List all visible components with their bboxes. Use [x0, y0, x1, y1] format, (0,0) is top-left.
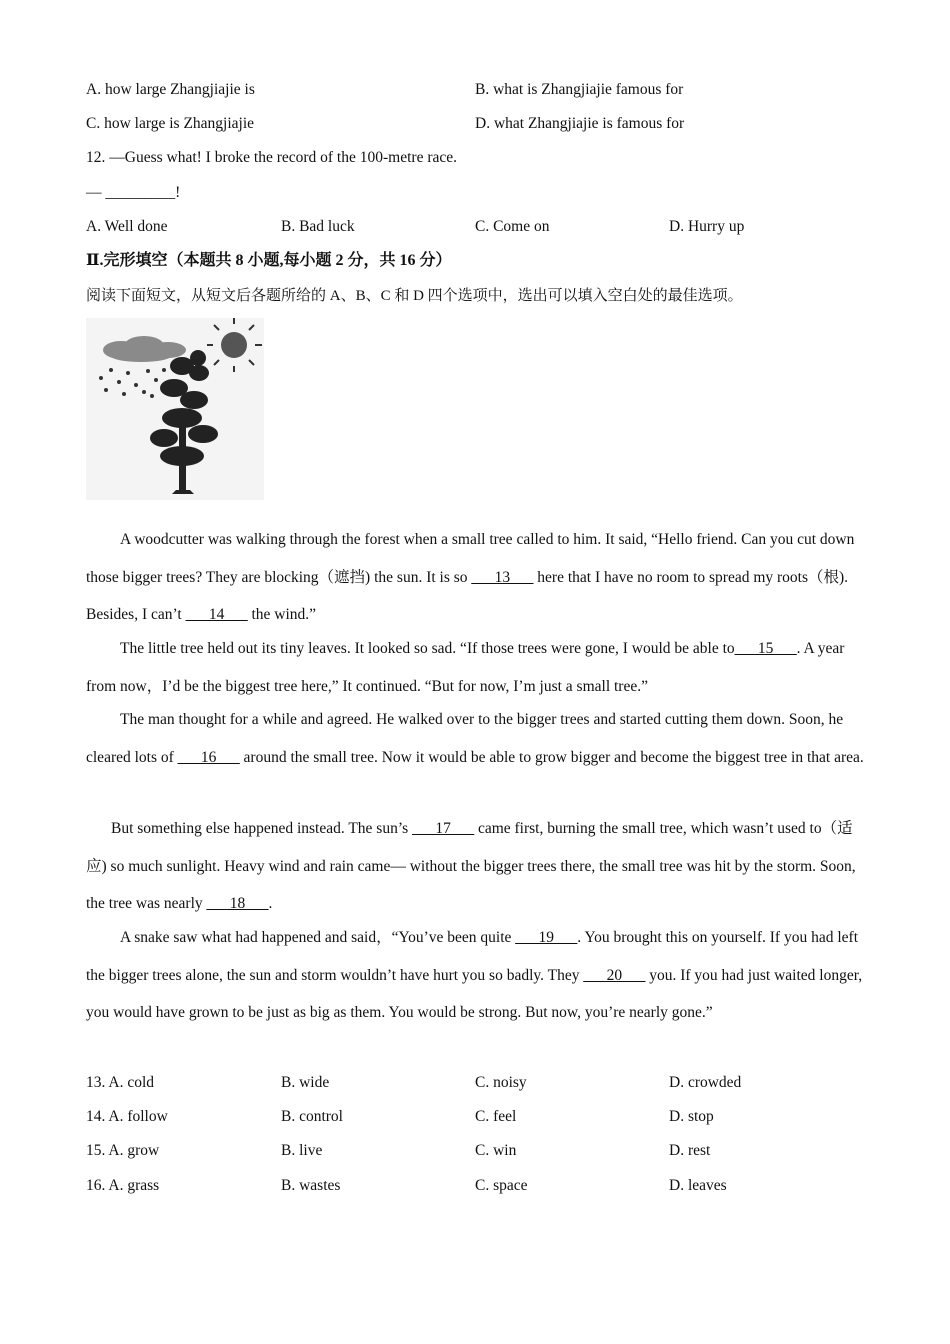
q15-options-row: [86, 1139, 866, 1163]
q11-option-c[interactable]: C. how large is Zhangjiajie: [86, 115, 255, 132]
passage-paragraph-1: A woodcutter was walking through the forest when a small tree called to him. It said, “Hello friend. Can you cut down those bigger trees? They are blocking（遮挡) the sun. It is so ___13___ here that I have no room to spread my roots（根). Besides, I can’t ___14___ the wind.”: [86, 531, 855, 623]
q14-option-d[interactable]: D. stop: [669, 1108, 714, 1125]
q16-options-row: [86, 1174, 866, 1198]
q12-stem: 12. —Guess what! I broke the record of the 100-metre race.: [86, 149, 457, 166]
q15-option-b[interactable]: B. live: [281, 1142, 323, 1159]
passage-paragraph-5: A snake saw what had happened and said，“You’ve been quite ___19___. You brought this on yourself. If you had left the bigger trees alone, the sun and storm wouldn’t have hurt you so badly. They ___20___ you. If you had just waited longer, you would have grown to be just as big as them. You would be strong. But now, you’re nearly gone.”: [86, 929, 863, 1021]
q11-options-row-1: [86, 78, 866, 102]
passage-paragraph-3: The man thought for a while and agreed. He walked over to the bigger trees and started cutting them down. Soon, he cleared lots of ___16___ around the small tree. Now it would be able to grow bigger and become the biggest tree in that area.: [86, 711, 864, 766]
tree-illustration: [86, 318, 264, 500]
blank-16[interactable]: ___16___: [177, 748, 240, 766]
q14-option-b[interactable]: B. control: [281, 1108, 343, 1125]
q12-option-a[interactable]: A. Well done: [86, 218, 168, 235]
section-instruction: 阅读下面短文，从短文后各题所给的 A、B、C 和 D 四个选项中，选出可以填入空白处的最佳选项。: [86, 288, 743, 304]
q11-options-row-2: [86, 112, 866, 136]
q15-option-a[interactable]: 15. A. grow: [86, 1142, 160, 1159]
q15-option-d[interactable]: D. rest: [669, 1142, 711, 1159]
q14-options-row: [86, 1105, 866, 1129]
q15-option-c[interactable]: C. win: [475, 1142, 517, 1159]
blank-13[interactable]: ___13___: [471, 568, 534, 586]
q16-option-a[interactable]: 16. A. grass: [86, 1177, 160, 1194]
q13-option-a[interactable]: 13. A. cold: [86, 1074, 155, 1091]
q16-option-d[interactable]: D. leaves: [669, 1177, 727, 1194]
blank-20[interactable]: ___20___: [583, 966, 646, 984]
q16-option-c[interactable]: C. space: [475, 1177, 528, 1194]
section-title: Ⅱ.完形填空（本题共 8 小题,每小题 2 分，共 16 分）: [86, 252, 452, 269]
q12-option-b[interactable]: B. Bad luck: [281, 218, 355, 235]
q12-reply: — _________!: [86, 184, 181, 201]
q11-option-d[interactable]: D. what Zhangjiajie is famous for: [475, 115, 685, 132]
q12-option-d[interactable]: D. Hurry up: [669, 218, 745, 235]
q16-option-b[interactable]: B. wastes: [281, 1177, 341, 1194]
q14-option-a[interactable]: 14. A. follow: [86, 1108, 168, 1125]
q14-option-c[interactable]: C. feel: [475, 1108, 517, 1125]
q12-options-row: [86, 215, 866, 239]
passage-paragraph-4: But something else happened instead. The sun’s ___17___ came first, burning the small tree, which wasn’t used to（适应) so much sunlight. Heavy wind and rain came— without the bigger trees there, the small tree was hit by the storm. Soon, the tree was nearly ___18___.: [86, 820, 856, 912]
q13-option-b[interactable]: B. wide: [281, 1074, 330, 1091]
q13-options-row: [86, 1071, 866, 1095]
q13-option-c[interactable]: C. noisy: [475, 1074, 527, 1091]
blank-18[interactable]: ___18___: [206, 895, 269, 912]
blank-19[interactable]: ___19___: [515, 929, 578, 946]
q12-option-c[interactable]: C. Come on: [475, 218, 550, 235]
q11-option-a[interactable]: A. how large Zhangjiajie is: [86, 81, 255, 98]
q11-option-b[interactable]: B. what is Zhangjiajie famous for: [475, 81, 684, 98]
passage-paragraph-2: The little tree held out its tiny leaves. It looked so sad. “If those trees were gone, I would be able to___15___. A year from now，I’d be the biggest tree here,” It continued. “But for now, I’m just a small tree.”: [86, 640, 845, 695]
q13-option-d[interactable]: D. crowded: [669, 1074, 742, 1091]
blank-15[interactable]: ___15___: [734, 640, 797, 657]
blank-17[interactable]: ___17___: [412, 820, 475, 837]
blank-14[interactable]: ___14___: [185, 606, 248, 623]
